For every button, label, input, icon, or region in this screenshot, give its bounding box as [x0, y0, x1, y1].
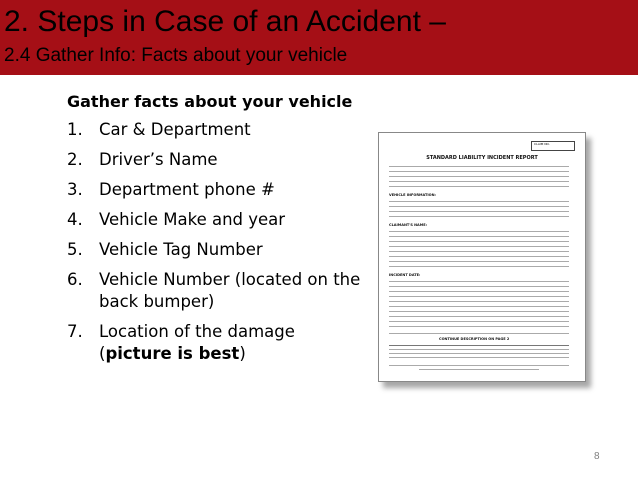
list-item: 6. Vehicle Number (located on the back bumper): [67, 270, 361, 311]
list-item: 5. Vehicle Tag Number: [67, 240, 263, 259]
list-item: 4. Vehicle Make and year: [67, 210, 286, 229]
slide-header: [0, 0, 638, 75]
fact-list: [67, 88, 367, 373]
form-section: CONTINUE DESCRIPTION ON PAGE 2: [439, 337, 510, 341]
list-item: 3. Department phone #: [67, 180, 275, 199]
claim-number-box: CLAIM NO.: [531, 141, 575, 151]
page-number: 8: [594, 451, 600, 462]
list-heading: Gather facts about your vehicle: [67, 92, 353, 111]
slide-subtitle: 2.4 Gather Info: Facts about your vehicle: [4, 45, 348, 66]
form-title: STANDARD LIABILITY INCIDENT REPORT: [426, 155, 538, 161]
list-item: 2. Driver’s Name: [67, 150, 218, 169]
form-section: INCIDENT DATE:: [389, 273, 421, 277]
list-item: 1. Car & Department: [67, 120, 251, 139]
form-section: VEHICLE INFORMATION:: [389, 193, 436, 197]
incident-report-form-image: [378, 132, 586, 382]
form-section: CLAIMANT'S NAME:: [389, 223, 428, 227]
list-item: 7. Location of the damage (picture is best): [67, 322, 295, 363]
slide-title: 2. Steps in Case of an Accident –: [4, 5, 446, 38]
